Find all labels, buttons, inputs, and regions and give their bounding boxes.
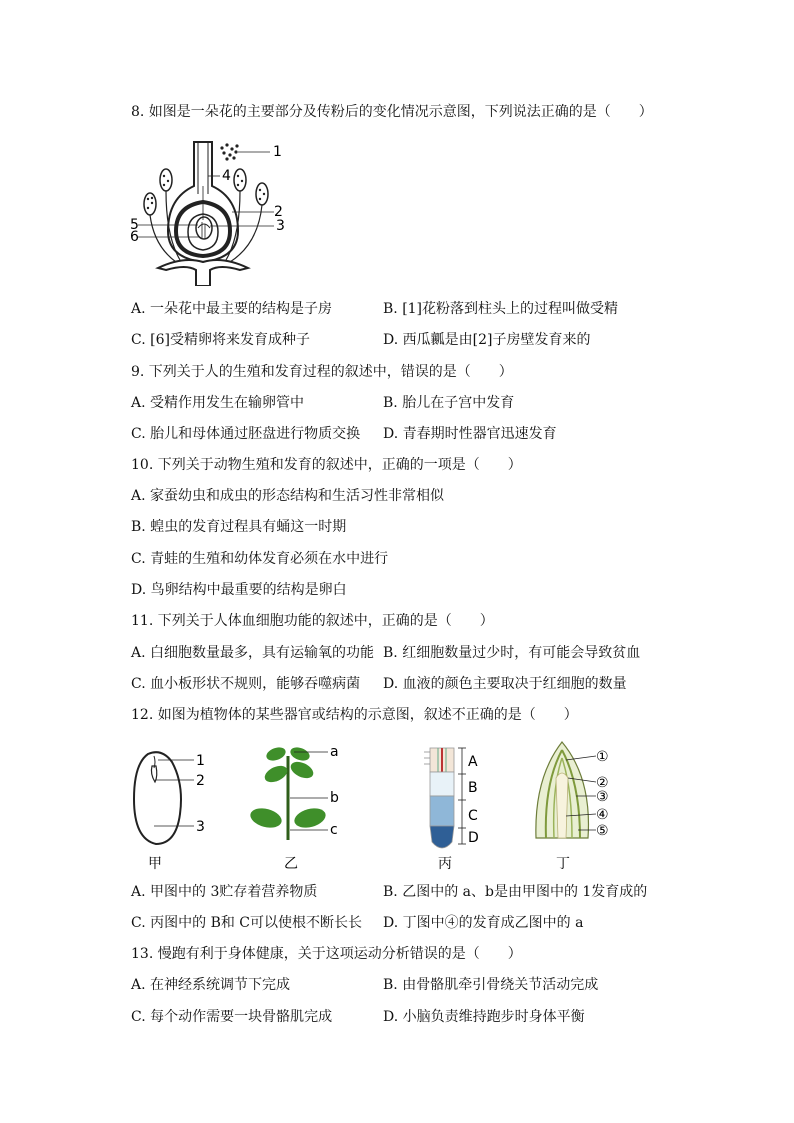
seed-diagram — [128, 744, 218, 874]
flower-diagram — [128, 136, 298, 286]
flower-label-5: 5 — [130, 217, 139, 233]
flower-label-6: 6 — [130, 229, 139, 245]
flower-label-4: 4 — [222, 168, 231, 184]
bud-label-4: ④ — [596, 807, 609, 823]
q11-option-c: C. 血小板形状不规则，能够吞噬病菌 — [131, 676, 361, 692]
q10-option-d: D. 鸟卵结构中最重要的结构是卵白 — [131, 582, 347, 598]
q12-option-b: B. 乙图中的 a、b是由甲图中的 1发育成的 — [383, 884, 648, 900]
q10-option-c: C. 青蛙的生殖和幼体发育必须在水中进行 — [131, 551, 389, 567]
caption-jia: 甲 — [148, 856, 162, 872]
q11-option-b: B. 红细胞数量过少时，有可能会导致贫血 — [383, 645, 641, 661]
q13-stem: 13. 慢跑有利于身体健康，关于这项运动分析错误的是（ ） — [131, 946, 522, 962]
q9-option-a: A. 受精作用发生在输卵管中 — [131, 395, 305, 411]
root-label-a: A — [468, 754, 478, 770]
seed-label-3: 3 — [196, 819, 205, 835]
q10-option-a: A. 家蚕幼虫和成虫的形态结构和生活习性非常相似 — [131, 488, 445, 504]
bud-label-3: ③ — [596, 789, 609, 805]
q9-option-c: C. 胎儿和母体通过胚盘进行物质交换 — [131, 426, 361, 442]
q10-stem: 10. 下列关于动物生殖和发育的叙述中，正确的一项是（ ） — [131, 457, 522, 473]
flower-label-2: 2 — [274, 204, 283, 220]
root-label-c: C — [468, 808, 478, 824]
root-tip-diagram — [412, 744, 502, 874]
q12-option-a: A. 甲图中的 3贮存着营养物质 — [131, 884, 318, 900]
q8-option-d: D. 西瓜瓤是由[2]子房壁发育来的 — [383, 332, 591, 348]
q9-option-b: B. 胎儿在子宫中发育 — [383, 395, 515, 411]
seedling-diagram — [244, 742, 354, 874]
flower-label-1: 1 — [273, 144, 282, 160]
seed-label-2: 2 — [196, 773, 205, 789]
q12-stem: 12. 如图为植物体的某些器官或结构的示意图，叙述不正确的是（ ） — [131, 707, 578, 723]
caption-ding: 丁 — [556, 856, 570, 872]
caption-bing: 丙 — [438, 856, 452, 872]
q9-option-d: D. 青春期时性器官迅速发育 — [383, 426, 557, 442]
seedling-label-b: b — [330, 790, 339, 806]
q13-option-d: D. 小脑负责维持跑步时身体平衡 — [383, 1009, 585, 1025]
q11-stem: 11. 下列关于人体血细胞功能的叙述中，正确的是（ ） — [131, 613, 494, 629]
root-label-b: B — [468, 780, 478, 796]
root-label-d: D — [468, 830, 479, 846]
q9-stem: 9. 下列关于人的生殖和发育过程的叙述中，错误的是（ ） — [131, 364, 513, 380]
q8-option-a: A. 一朵花中最主要的结构是子房 — [131, 301, 333, 317]
q12-option-c: C. 丙图中的 B和 C可以使根不断长长 — [131, 915, 363, 931]
q13-option-b: B. 由骨骼肌牵引骨绕关节活动完成 — [383, 977, 599, 993]
q8-option-c: C. [6]受精卵将来发育成种子 — [131, 332, 310, 348]
seed-label-1: 1 — [196, 753, 205, 769]
q12-option-d: D. 丁图中④的发育成乙图中的 a — [383, 915, 584, 931]
bud-label-5: ⑤ — [596, 823, 609, 839]
q8-stem: 8. 如图是一朵花的主要部分及传粉后的变化情况示意图，下列说法正确的是（ ） — [131, 104, 653, 120]
bud-label-2: ② — [596, 775, 609, 791]
q11-option-a: A. 白细胞数量最多，具有运输氧的功能 — [131, 645, 375, 661]
q13-option-c: C. 每个动作需要一块骨骼肌完成 — [131, 1009, 333, 1025]
q10-option-b: B. 蝗虫的发育过程具有蛹这一时期 — [131, 519, 347, 535]
bud-label-1: ① — [596, 749, 609, 765]
bud-diagram — [526, 738, 626, 874]
q8-option-b: B. [1]花粉落到柱头上的过程叫做受精 — [383, 301, 619, 317]
q11-option-d: D. 血液的颜色主要取决于红细胞的数量 — [383, 676, 627, 692]
seedling-label-a: a — [330, 744, 339, 760]
caption-yi: 乙 — [284, 856, 298, 872]
seedling-label-c: c — [330, 822, 338, 838]
q13-option-a: A. 在神经系统调节下完成 — [131, 977, 291, 993]
flower-label-3: 3 — [276, 218, 285, 234]
